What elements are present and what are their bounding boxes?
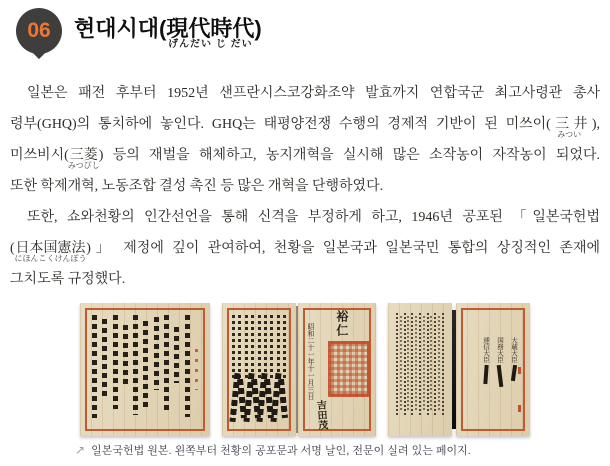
calligraphy-stroke [434, 313, 436, 415]
photo-panel-preamble [388, 303, 530, 436]
body-line-4: 또한 학제개혁, 노동조합 결성 촉진 등 많은 개혁을 단행하였다. [10, 179, 384, 194]
calligraphy-stroke [133, 315, 138, 415]
minister-signature-columns [232, 373, 286, 426]
calligraphy-columns [92, 315, 198, 422]
page-title: 현대시대(現代時代げんだい じ だい) [74, 16, 262, 50]
emperor-signature-page [298, 303, 376, 436]
pm-signature-text: 吉田茂 [313, 399, 328, 431]
calligraphy-stroke [92, 315, 97, 418]
calligraphy-stroke [483, 365, 488, 384]
promulgation-page [80, 303, 210, 436]
calligraphy-stroke [430, 316, 432, 412]
calligraphy-stroke [238, 315, 241, 379]
calligraphy-stroke [174, 327, 179, 383]
calligraphy-stroke [407, 316, 409, 412]
body-line-5: 또한, 쇼와천황의 인간선언을 통해 신격을 부정하게 하고, 1946년 공포된 「일본국헌법 [27, 210, 600, 225]
calligraphy-stroke [376, 303, 388, 436]
calligraphy-stroke [277, 315, 280, 379]
section-header [0, 0, 610, 56]
promulgation-date-text: 昭和二十一年十一月三日 [307, 323, 315, 400]
minister-title-text: 逓信大臣 [482, 337, 489, 363]
calligraphy-stroke [210, 303, 222, 436]
caption-arrow-icon: ↗ [75, 443, 86, 457]
calligraphy-stroke [442, 313, 444, 415]
calligraphy-stroke [415, 316, 417, 412]
calligraphy-stroke [245, 315, 248, 379]
minister-title-columns [232, 315, 286, 379]
minister-entry [481, 337, 490, 387]
calligraphy-stroke [423, 316, 425, 412]
calligraphy-stroke [185, 315, 190, 417]
minister-entry [509, 337, 518, 387]
calligraphy-stroke [251, 315, 254, 379]
minister-entry [495, 337, 504, 387]
calligraphy-stroke [510, 365, 516, 381]
body-line-6: (日本国憲法にほんこくけんぽう)」 제정에 깊이 관여하여, 천황을 일본국과 일본국민 통합의 상징적인 존재에 [10, 241, 600, 263]
ministers-signature-page [222, 303, 296, 436]
section-number: 06 [27, 19, 51, 42]
minister-title-text: 国務大臣 [496, 337, 503, 363]
calligraphy-stroke [496, 365, 503, 387]
calligraphy-stroke [264, 315, 267, 379]
calligraphy-stroke [438, 316, 440, 412]
calligraphy-stroke [232, 315, 235, 379]
body-line-3: 미쓰비시(三菱みつびし) 등의 재벌을 해체하고, 농지개혁을 실시해 많은 소작농이 자작농이 되었다. [10, 148, 600, 170]
body-line-1: 일본은 패전 후부터 1952년 샌프란시스코강화조약 발효까지 연합국군 최고사령관 총사 [27, 86, 600, 101]
constitution-photos [80, 303, 530, 436]
calligraphy-stroke [404, 313, 406, 415]
photo-panel-signatures [222, 303, 376, 436]
calligraphy-stroke [143, 321, 148, 407]
body-line-2: 령부(GHQ)의 통치하에 놓인다. GHQ는 태평양전쟁 수행의 경제적 기반이 된 미쓰이(三井みつい), [10, 117, 601, 139]
calligraphy-stroke [164, 315, 169, 411]
emperor-signature-text: 裕仁 [334, 310, 349, 338]
photo-panel-promulgation [80, 303, 210, 436]
imperial-seal [328, 341, 370, 397]
calligraphy-stroke [102, 319, 107, 396]
calligraphy-stroke [396, 313, 398, 415]
preamble-columns [396, 313, 444, 422]
minister-title-text: 大蔵大臣 [510, 337, 517, 363]
preamble-text-page [388, 303, 452, 436]
calligraphy-stroke [518, 367, 521, 374]
body-text [0, 78, 610, 295]
minister-signatures [481, 337, 518, 387]
body-line-7: 그치도록 규정했다. [10, 272, 126, 287]
calligraphy-stroke [419, 313, 421, 415]
section-number-badge [16, 8, 62, 54]
calligraphy-stroke [113, 315, 118, 409]
caption-text: 일본국헌법 원본. 왼쪽부터 천황의 공포문과 서명 날인, 전문이 실려 있는 페이지. [91, 445, 471, 457]
calligraphy-stroke [283, 315, 286, 379]
calligraphy-stroke [195, 349, 198, 390]
calligraphy-stroke [258, 315, 261, 379]
calligraphy-stroke [400, 316, 402, 412]
figure-caption [75, 444, 535, 458]
calligraphy-stroke [123, 325, 128, 387]
ministers-page-2 [456, 303, 530, 436]
calligraphy-stroke [427, 313, 429, 415]
calligraphy-stroke [270, 315, 273, 379]
calligraphy-stroke [411, 313, 413, 415]
calligraphy-stroke [278, 379, 288, 419]
calligraphy-stroke [518, 405, 521, 412]
calligraphy-stroke [154, 317, 159, 390]
